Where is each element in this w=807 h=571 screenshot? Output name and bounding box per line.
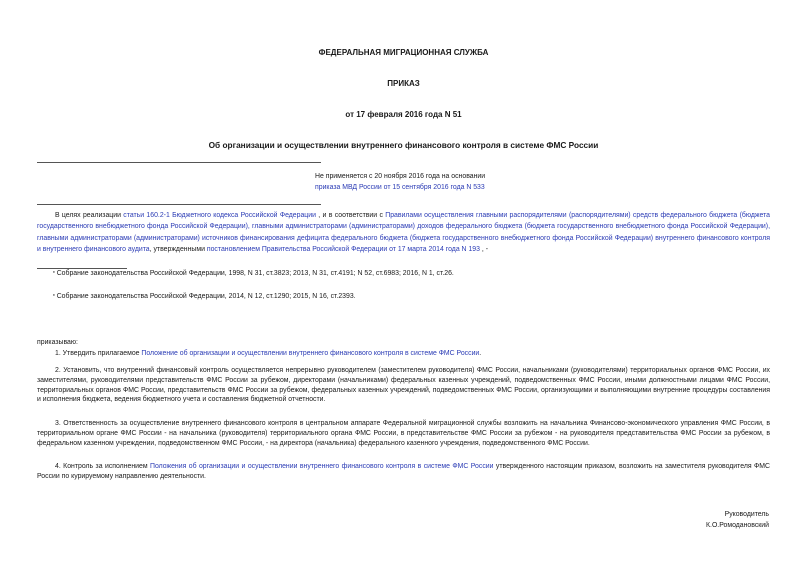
divider-bottom: [37, 204, 321, 205]
budget-code-link[interactable]: статьи 160.2-1 Бюджетного кодекса Российской Федерации: [123, 212, 316, 219]
rules-link[interactable]: Правилами осуществления главными распорядителями (распорядителями) средств федерального бюджета (бюджета государственного внебюджетного фонда Российской Федерации), главными администраторами (администраторами) доходов федерального бюджета (бюджета государственного внебюджетного фонда Российской Федерации), главными администраторами (администраторами) источников финансирования дефицита федерального бюджета (бюджета государственного внебюджетного фонда Российской Федерации) внутреннего финансового контроля и внутреннего финансового аудита: [37, 212, 771, 254]
divider-top: [37, 162, 321, 163]
preamble-paragraph: [37, 210, 770, 256]
footnote-2: [53, 292, 753, 302]
paragraph-3: 3. Ответственность за осуществление внутреннего финансового контроля в центральном аппарате Федеральной миграционной службы возложить на начальника Финансово-экономического управления ФМС России, в территориальном органе ФМС России - на начальника (руководителя) территориального органа ФМС России, в представительстве ФМС России за рубежом - на руководителя представительства ФМС России за рубежом, в федеральном казенном учреждении, подведомственном ФМС России, - на директора (начальника) федерального казенного учреждения, подведомственного ФМС России.: [37, 420, 770, 447]
signature-name: К.О.Ромодановский: [706, 522, 769, 529]
preamble-text-1: В целях реализации: [55, 212, 124, 219]
preamble-text-4: , -: [479, 246, 488, 254]
paragraph-1: [37, 349, 770, 359]
paragraph-1-end: .: [479, 350, 482, 357]
signature-position: Руководитель: [724, 511, 769, 518]
agency-heading: ФЕДЕРАЛЬНАЯ МИГРАЦИОННАЯ СЛУЖБА: [318, 48, 489, 57]
status-note-line2: [315, 183, 775, 193]
paragraph-4: [37, 462, 770, 482]
footnote-marker-icon: ▪: [53, 269, 55, 276]
footnote-1: [53, 269, 753, 279]
regulation-link-2[interactable]: Положения об организации и осуществлении внутреннего финансового контроля в системе ФМС России: [150, 463, 494, 470]
paragraph-4-end: утвержденного настоящим приказом, возложить на заместителя руководителя ФМС России по курируемому направлению деятельности.: [37, 463, 770, 480]
date-number-heading: от 17 февраля 2016 года N 51: [345, 110, 462, 119]
preamble-text-2: , и в соответствии с: [315, 212, 386, 219]
footnote-2-text: Собрание законодательства Российской Федерации, 2014, N 12, ст.1290; 2015, N 16, ст.2393.: [56, 293, 356, 300]
regulation-link[interactable]: Положение об организации и осуществлении внутреннего финансового контроля в системе ФМС России: [141, 350, 480, 357]
document-type-heading: ПРИКАЗ: [387, 79, 420, 88]
status-note-text: Не применяется с 20 ноября 2016 года на основании: [315, 173, 486, 180]
preamble-text-3: , утвержденными: [149, 246, 207, 254]
paragraph-4-text: 4. Контроль за исполнением: [55, 463, 150, 470]
footnote-marker-icon: ▪: [53, 292, 55, 299]
status-note-link[interactable]: приказа МВД России от 15 сентября 2016 года N 533: [315, 184, 485, 191]
order-word: приказываю:: [37, 339, 78, 346]
paragraph-2: 2. Установить, что внутренний финансовый контроль осуществляется непрерывно руководителем (заместителем руководителя) ФМС России, начальниками (руководителями) территориальных органов ФМС России, их заместителями, руководителями представительств ФМС России за рубежом, директорами (начальниками) федеральных казенных учреждений, подведомственных ФМС России, иными должностными лицами ФМС России, территориальных органов ФМС России, представительств ФМС России за рубежом, федеральных казенных учреждений, подведомственных ФМС России, организующими и выполняющими внутренние процедуры составления и исполнения бюджета, ведения бюджетного учета и составления бюджетной отчетности.: [37, 367, 770, 404]
subject-heading: Об организации и осуществлении внутреннего финансового контроля в системе ФМС России: [208, 140, 599, 150]
government-resolution-link[interactable]: постановлением Правительства Российской Федерации от 17 марта 2014 года N 193: [206, 246, 480, 254]
paragraph-1-text: 1. Утвердить прилагаемое: [55, 350, 142, 357]
footnote-1-text: Собрание законодательства Российской Федерации, 1998, N 31, ст.3823; 2013, N 31, ст.4191; N 52, ст.6983; 2016, N 1, ст.26.: [56, 270, 454, 277]
